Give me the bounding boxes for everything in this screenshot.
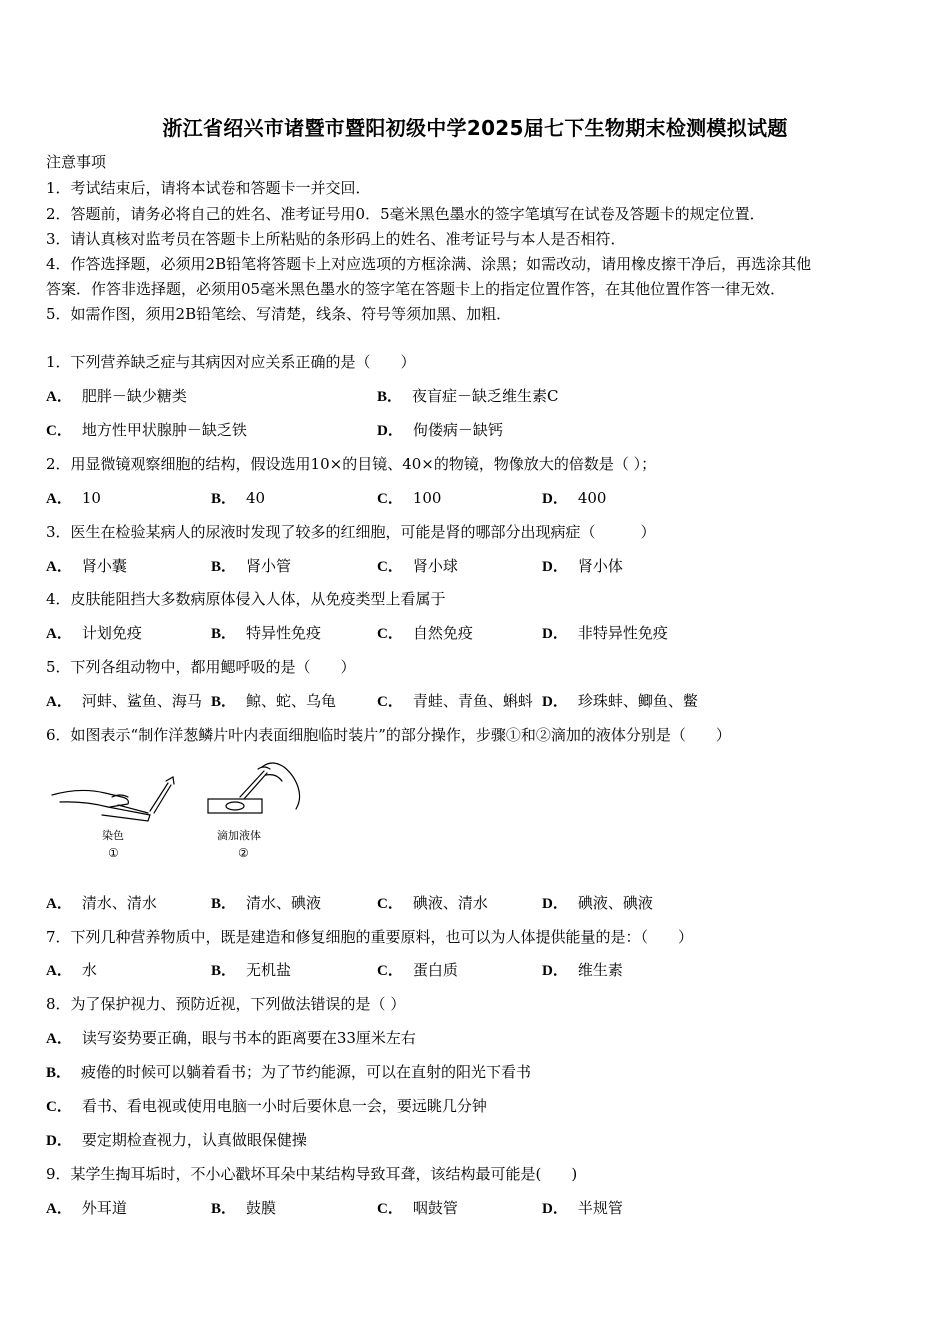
option-b: B． 鲸、蛇、乌龟 — [211, 692, 337, 710]
option-d: D． 要定期检查视力，认真做眼保健操 — [46, 1131, 307, 1149]
option-d: D． 肾小体 — [542, 557, 623, 575]
option-d: D． 碘液、碘液 — [542, 894, 653, 912]
option-b: B． 特异性免疫 — [211, 624, 322, 642]
option-c: C． 蛋白质 — [377, 961, 458, 979]
question-stem: 4．皮肤能阻挡大多数病原体侵入人体，从免疫类型上看属于 — [46, 590, 446, 608]
question-stem: 3．医生在检验某病人的尿液时发现了较多的红细胞，可能是肾的哪部分出现病症（ ） — [46, 523, 656, 541]
option-row — [46, 488, 906, 508]
figure-step2-label: 滴加液体 — [217, 829, 261, 842]
option-c: C． 肾小球 — [377, 557, 458, 575]
option-row — [46, 420, 906, 440]
option-c: C． 自然免疫 — [377, 624, 473, 642]
option-a: A． 外耳道 — [46, 1199, 127, 1217]
option-d: D． 半规管 — [542, 1199, 623, 1217]
notice-item: 4．作答选择题，必须用2B铅笔将答题卡上对应选项的方框涂满、涂黑；如需改动，请用橡皮擦干净后，再选涂其他 — [46, 255, 812, 273]
option-a: A． 计划免疫 — [46, 624, 142, 642]
option-b: B． 无机盐 — [211, 961, 292, 979]
figure-step1-number: ① — [108, 846, 119, 860]
option-a: A． 10 — [46, 489, 101, 507]
option-row — [46, 1130, 906, 1150]
notice-item: 5．如需作图，须用2B铅笔绘、写清楚，线条、符号等须加黑、加粗． — [46, 305, 512, 323]
option-a: A． 河蚌、鲨鱼、海马 — [46, 692, 202, 710]
option-row — [46, 893, 906, 913]
option-a: A． 读写姿势要正确，眼与书本的距离要在33厘米左右 — [46, 1029, 416, 1047]
notice-item: 答案．作答非选择题，必须用05毫米黑色墨水的签字笔在答题卡上的指定位置作答，在其他位置作答一律无效． — [46, 280, 786, 298]
option-b: B． 清水、碘液 — [211, 894, 322, 912]
question-stem: 7．下列几种营养物质中，既是建造和修复细胞的重要原料，也可以为人体提供能量的是：（ ） — [46, 928, 694, 946]
option-row — [46, 386, 906, 406]
question-stem: 2．用显微镜观察细胞的结构，假设选用10×的目镜、40×的物镜，物像放大的倍数是（ ）； — [46, 455, 657, 473]
option-row — [46, 1198, 906, 1218]
question-stem: 6．如图表示“制作洋葱鳞片叶内表面细胞临时装片”的部分操作，步骤①和②滴加的液体分别是（ ） — [46, 726, 731, 744]
figure-step1-label: 染色 — [102, 829, 124, 842]
option-row — [46, 623, 906, 643]
option-b: B． 40 — [211, 489, 266, 507]
question-stem: 5．下列各组动物中，都用鳃呼吸的是（ ） — [46, 658, 356, 676]
option-c: C． 地方性甲状腺肿－缺乏铁 — [46, 421, 247, 439]
question-stem: 8．为了保护视力、预防近视，下列做法错误的是（ ） — [46, 995, 406, 1013]
option-d: D． 珍珠蚌、鲫鱼、鳖 — [542, 692, 698, 710]
figure-step2-number: ② — [238, 846, 249, 860]
notice-item: 2．答题前，请务必将自己的姓名、准考证号用0．5毫米黑色墨水的签字笔填写在试卷及答题卡的规定位置． — [46, 205, 765, 223]
option-b: B． 肾小管 — [211, 557, 292, 575]
option-a: A． 肾小囊 — [46, 557, 127, 575]
option-b: B． 疲倦的时候可以躺着看书；为了节约能源，可以在直射的阳光下看书 — [46, 1063, 532, 1081]
option-row — [46, 960, 906, 980]
option-b: B． 鼓膜 — [211, 1199, 277, 1217]
option-a: A． 清水、清水 — [46, 894, 157, 912]
option-c: C． 咽鼓管 — [377, 1199, 458, 1217]
option-a: A． 水 — [46, 961, 97, 979]
option-c: C． 青蛙、青鱼、蝌蚪 — [377, 692, 533, 710]
slide-preparation-figure — [50, 757, 320, 863]
option-row — [46, 1096, 906, 1116]
option-row — [46, 1062, 906, 1082]
option-row — [46, 1028, 906, 1048]
option-a: A． 肥胖－缺少糖类 — [46, 387, 187, 405]
option-row — [46, 556, 906, 576]
notice-heading: 注意事项 — [46, 153, 107, 171]
option-c: C． 看书、看电视或使用电脑一小时后要休息一会，要远眺几分钟 — [46, 1097, 487, 1115]
page-title: 浙江省绍兴市诸暨市暨阳初级中学2025届七下生物期末检测模拟试题 — [162, 116, 788, 140]
option-d: D． 非特异性免疫 — [542, 624, 668, 642]
notice-item: 3．请认真核对监考员在答题卡上所粘贴的条形码上的姓名、准考证号与本人是否相符． — [46, 230, 626, 248]
option-d: D． 佝偻病－缺钙 — [377, 421, 503, 439]
option-b: B． 夜盲症－缺乏维生素C — [377, 387, 559, 405]
option-c: C． 100 — [377, 489, 442, 507]
notice-item: 1．考试结束后，请将本试卷和答题卡一并交回． — [46, 179, 371, 197]
option-d: D． 400 — [542, 489, 607, 507]
option-c: C． 碘液、清水 — [377, 894, 488, 912]
question-stem: 9．某学生掏耳垢时，不小心戳坏耳朵中某结构导致耳聋，该结构最可能是( ) — [46, 1165, 578, 1183]
option-d: D． 维生素 — [542, 961, 623, 979]
option-row — [46, 691, 906, 711]
question-stem: 1．下列营养缺乏症与其病因对应关系正确的是（ ） — [46, 353, 416, 371]
